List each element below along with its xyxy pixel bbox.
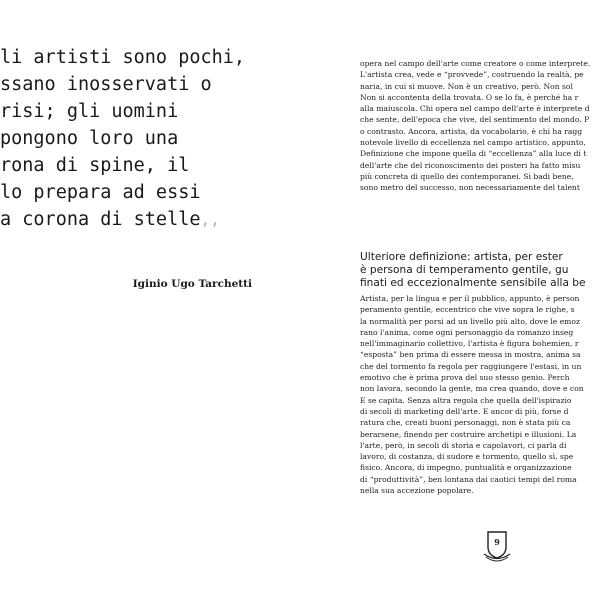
text-line: nella sua accezione popolare. [360, 486, 474, 496]
text-line: di “produttività”, ben lontana dai caotici tempi del roma [360, 474, 577, 484]
text-line: dell'arte che del riconoscimento dei posteri ha fatto misu [360, 160, 581, 170]
text-line: non lavora, secondo la gente, ma crea quando, dove e con [360, 384, 584, 394]
quote-line-text: a corona di stelle [0, 209, 201, 230]
text-line: più concreta di quello dei contemporanei. Si badi bene, [360, 171, 574, 181]
subheading-line: Ulteriore definizione: artista, per ester [360, 251, 563, 263]
subheading-line: finati ed eccezionalmente sensibile alla be [360, 277, 586, 289]
text-line: lavoro, di costanza, di sudore e tormento, quello sì, spe [360, 452, 574, 462]
text-line: E se capita. Senza altra regola che quella dell'ispirazio [360, 395, 572, 405]
quote-line: rona di spine, il [0, 155, 190, 176]
text-line: “esposta” ben prima di essere messa in mostra, anima sa [360, 350, 581, 360]
text-line: nell'immaginario collettivo, l'artista è figura bohemien, r [360, 339, 579, 349]
text-line: berarsene, finendo per costruire archetipi e illusioni. La [360, 429, 577, 439]
page-number: 9 [494, 537, 500, 547]
text-line: o contrasto. Ancora, artista, da vocabolario, è chi ha ragg [360, 126, 583, 136]
quote-author: Iginio Ugo Tarchetti [132, 278, 252, 290]
paragraph-1 [360, 58, 600, 194]
text-line: peramento gentile, eccentrico che vive sopra le righe, s [360, 305, 575, 315]
quote-line: lo prepara ad essi [0, 182, 201, 203]
paragraph-2 [360, 293, 600, 496]
text-line: che del tormento fa regola per raggiungere l'estasi, in un [360, 361, 582, 371]
text-line: ratura che, creati buoni personaggi, non è stata più ca [360, 418, 571, 428]
quote-line-last [0, 206, 300, 233]
text-line: Non si accontenta della trovata. O se lo fa, è perché ha r [360, 92, 579, 102]
closing-quote-mark: ,, [200, 210, 220, 229]
text-line: opera nel campo dell'arte come creatore o come interprete. [360, 59, 591, 68]
text-line: rano l'anima, come ogni personaggio da romanzo inseg [360, 327, 574, 337]
page-number-badge [482, 528, 512, 564]
text-line: Artista, per la lingua e per il pubblico, appunto, è person [360, 294, 580, 303]
text-line: emotivo che è prima prova del suo stesso genio. Perch [360, 373, 570, 383]
text-line: Definizione che impone quella di “eccellenza” alla luce di t [360, 149, 587, 159]
quote-line: li artisti sono pochi, [0, 47, 246, 68]
right-page [300, 0, 600, 600]
subheading [360, 251, 600, 290]
text-line: di secoli di marketing dell'arte. E ancor di più, forse d [360, 406, 569, 416]
quote-line: pongono loro una [0, 128, 179, 149]
text-line: che sente, dell'epoca che vive, del sentimento del mondo. P [360, 115, 590, 125]
text-line: L'artista crea, vede e “provvede”, costruendo la realtà, pe [360, 70, 584, 80]
text-line: l'arte, però, in secoli di storia e capolavori, ci parla di [360, 440, 567, 450]
text-line: alla maiuscola. Chi opera nel campo dell'arte è interprete d [360, 104, 590, 114]
quote-line: risi; gli uomini [0, 101, 179, 122]
subheading-line: è persona di temperamento gentile, gu [360, 264, 569, 276]
text-line: fisico. Ancora, di impegno, puntualità e organizzazione [360, 463, 572, 473]
quote-line: ssano inosservati o [0, 74, 212, 95]
text-line: notevole livello di eccellenza nel campo artistico, appunto, [360, 138, 586, 148]
text-line: naria, in cui si muove. Non è un creativo, però. Non sol [360, 81, 573, 91]
text-line: la normalità per porsi ad un livello più alto, dove le emoz [360, 316, 580, 326]
text-line: sono metro del successo, non necessariamente del talent [360, 183, 580, 193]
epigraph-quote [0, 44, 300, 233]
